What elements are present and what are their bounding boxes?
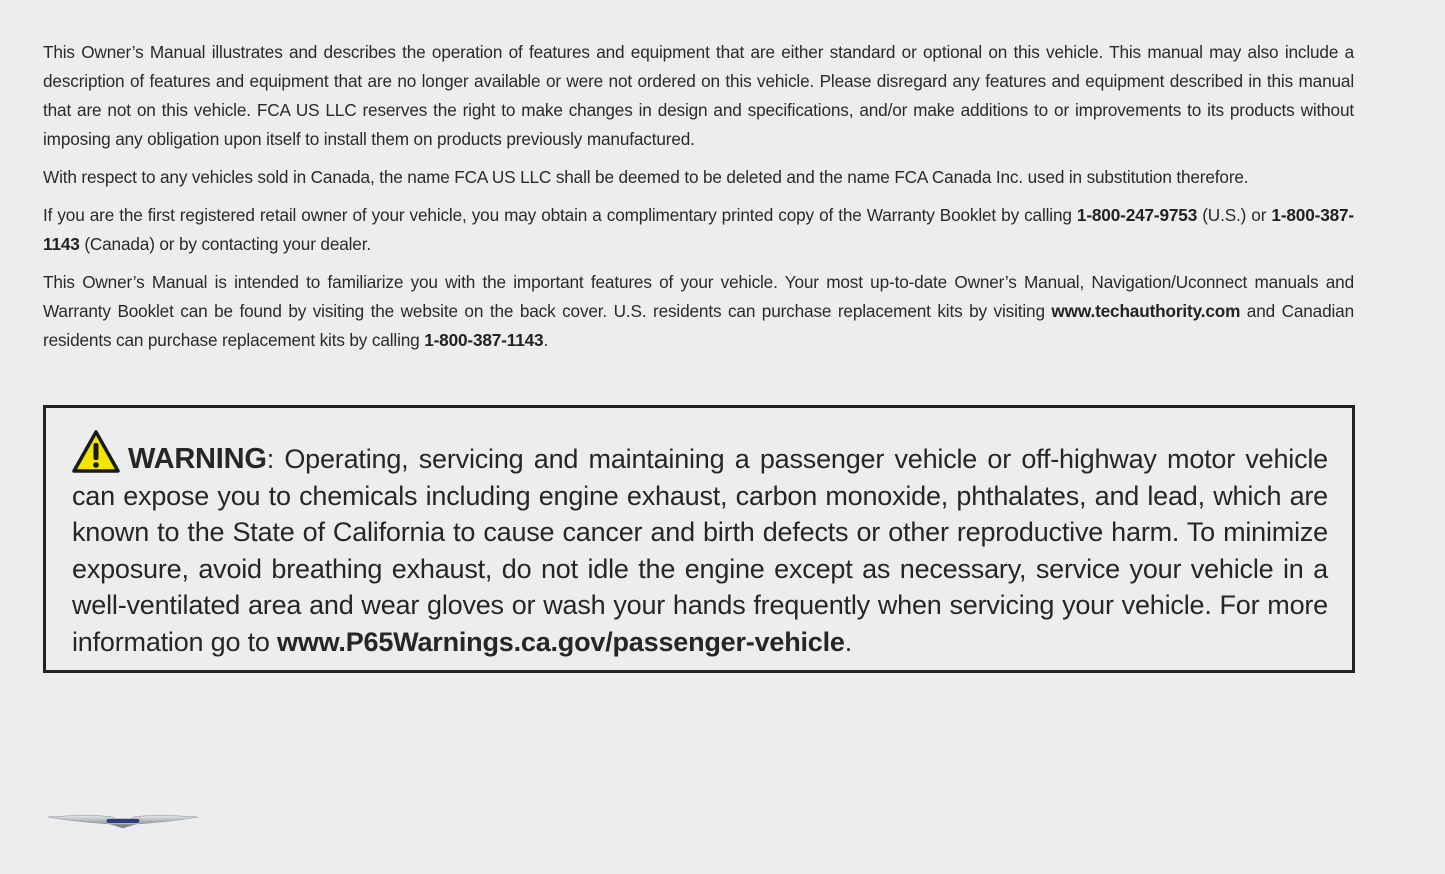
canada-kits-phone-number: 1-800-387-1143 <box>424 330 544 350</box>
p65-warnings-link: www.P65Warnings.ca.gov/passenger-vehicle <box>277 626 845 657</box>
text: This Owner’s Manual is intended to familiarize you with the important features of your vehicle. Your most up-to-date Owner’s Manual, Navigation/Uconnect manuals and Warranty Booklet can be found by visiting the website on the back cover. U.S. residents can purchase replacement kits by visiting <box>43 272 1354 321</box>
warning-text <box>72 430 1328 660</box>
warning-end: . <box>844 626 853 657</box>
intro-paragraph-3 <box>43 201 1354 259</box>
intro-paragraph-2: With respect to any vehicles sold in Canada, the name FCA US LLC shall be deemed to be deleted and the name FCA Canada Inc. used in substitution therefore. <box>43 167 1249 187</box>
text: If you are the first registered retail owner of your vehicle, you may obtain a complimentary printed copy of the Warranty Booklet by calling <box>43 205 1077 225</box>
text: (Canada) or by contacting your dealer. <box>79 234 371 254</box>
warning-triangle-icon <box>72 430 120 474</box>
canada-phone-number: 1-800-387-1143 <box>43 205 1354 254</box>
warning-body: : Operating, servicing and maintaining a passenger vehicle or off-highway motor vehicle can expose you to chemicals including engine exhaust, carbon monoxide, phthalates, and lead, which are known to the State of California to cause cancer and birth defects or other reproductive harm. To minimize exposure, avoid breathing exhaust, do not idle the engine except as necessary, service your vehicle in a well-ventilated area and wear gloves or wash your hands frequently when servicing your vehicle. For more information go to <box>72 444 1328 657</box>
intro-paragraph-1: This Owner’s Manual illustrates and describes the operation of features and equipment that are either standard or optional on this vehicle. This manual may also include a description of features and equipment that are no longer available or were not ordered on this vehicle. Please disregard any features and equipment described in this manual that are not on this vehicle. FCA US LLC reserves the right to make changes in design and specifications, and/or make additions to or improvements to its products without imposing any obligation upon itself to install them on products previously manufactured. <box>43 42 1354 149</box>
text: and Canadian residents can purchase replacement kits by calling <box>43 301 1354 350</box>
prop65-warning-box <box>43 405 1355 673</box>
techauthority-website: www.techauthority.com <box>1051 301 1241 321</box>
warning-label: WARNING <box>128 443 267 475</box>
text: . <box>543 330 549 350</box>
text: (U.S.) or <box>1197 205 1272 225</box>
intro-paragraph-4 <box>43 268 1354 355</box>
us-phone-number: 1-800-247-9753 <box>1076 205 1198 225</box>
intro-text <box>43 38 1354 364</box>
chrysler-wings-logo <box>46 811 200 831</box>
